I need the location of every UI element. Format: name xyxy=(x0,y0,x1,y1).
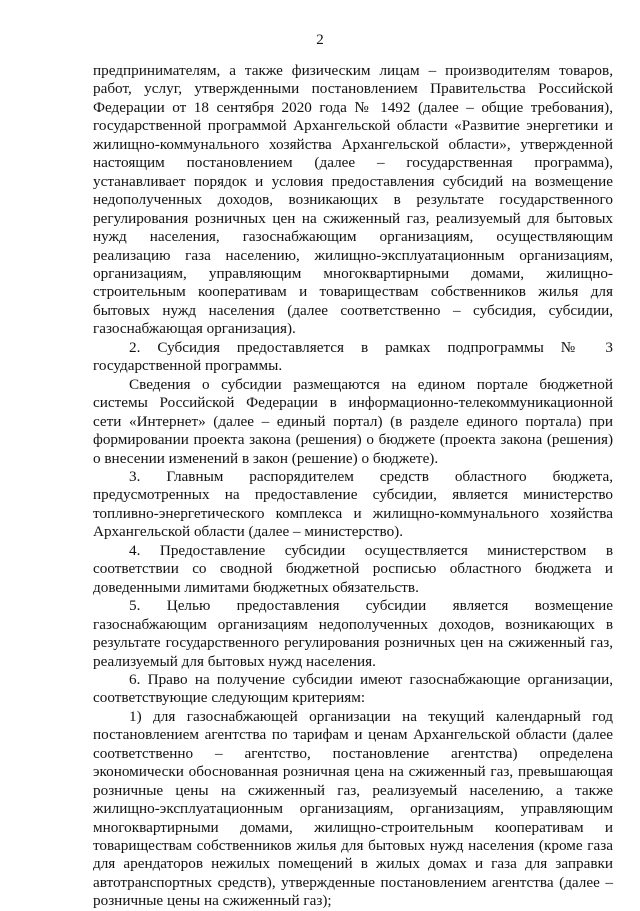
paragraph-item-5: 5. Целью предоставления субсидии является возмещение газоснабжающим организациям недополученных доходов, возникающих в результате государственного регулирования розничных цен на сжиженный газ, реализуемый для бытовых нужд населения. xyxy=(93,597,613,670)
document-body xyxy=(93,62,613,911)
paragraph-item-4: 4. Предоставление субсидии осуществляется министерством в соответствии со сводной бюджетной росписью областного бюджета и доведенными лимитами бюджетных обязательств. xyxy=(93,541,613,596)
paragraph-item-2: 2. Субсидия предоставляется в рамках подпрограммы № 3 государственной программы. xyxy=(93,338,613,375)
paragraph-item-6: 6. Право на получение субсидии имеют газоснабжающие организации, соответствующие следующим критериям: xyxy=(93,670,613,707)
page-number: 2 xyxy=(316,32,324,48)
paragraph-item-3: 3. Главным распорядителем средств областного бюджета, предусмотренных на предоставление субсидии, является министерство топливно-энергетического комплекса и жилищно-коммунального хозяйства Архангельской области (далее – министерство). xyxy=(93,467,613,541)
paragraph-subsidy-info: Сведения о субсидии размещаются на едином портале бюджетной системы Российской Федерации в информационно-телекоммуникационной сети «Интернет» (далее – единый портал) (в разделе единого портала) при формировании проекта закона (решения) о бюджете (проекта закона (решения) о внесении изменений в закон (решение) о бюджете). xyxy=(93,375,613,467)
paragraph-continuation: предпринимателям, а также физическим лицам – производителям товаров, работ, услуг, утвержденными постановлением Правительства Российской Федерации от 18 сентября 2020 года № 1492 (далее – общие требования), государственной программой Архангельской области «Развитие энергетики и жилищно-коммунального хозяйства Архангельской области», утвержденной настоящим постановлением (далее – государственная программа), устанавливает порядок и условия предоставления субсидий на возмещение недополученных доходов, возникающих в результате государственного регулирования розничных цен на сжиженный газ, реализуемый для бытовых нужд населения, газоснабжающим организациям, осуществляющим реализацию газа населению, жилищно-эксплуатационным организациям, организациям, управляющим многоквартирными домами, жилищно-строительным кооперативам и товариществам собственников жилья для бытовых нужд населения (далее соответственно – субсидия, субсидии, газоснабжающая организация). xyxy=(93,62,613,338)
paragraph-subitem-1: 1) для газоснабжающей организации на текущий календарный год постановлением агентства по тарифам и ценам Архангельской области (далее соответственно – агентство, постановление агентства) определена экономически обоснованная розничная цена на сжиженный газ, превышающая розничные цены на сжиженный газ, реализуемый населению, а также жилищно-эксплуатационным организациям, организациям, управляющим многоквартирными домами, жилищно-строительным кооперативам и товариществам собственников жилья для бытовых нужд населения (кроме газа для арендаторов нежилых помещений в жилых домах и газа для заправки автотранспортных средств), утвержденные постановлением агентства (далее – розничные цены на сжиженный газ); xyxy=(93,707,613,910)
